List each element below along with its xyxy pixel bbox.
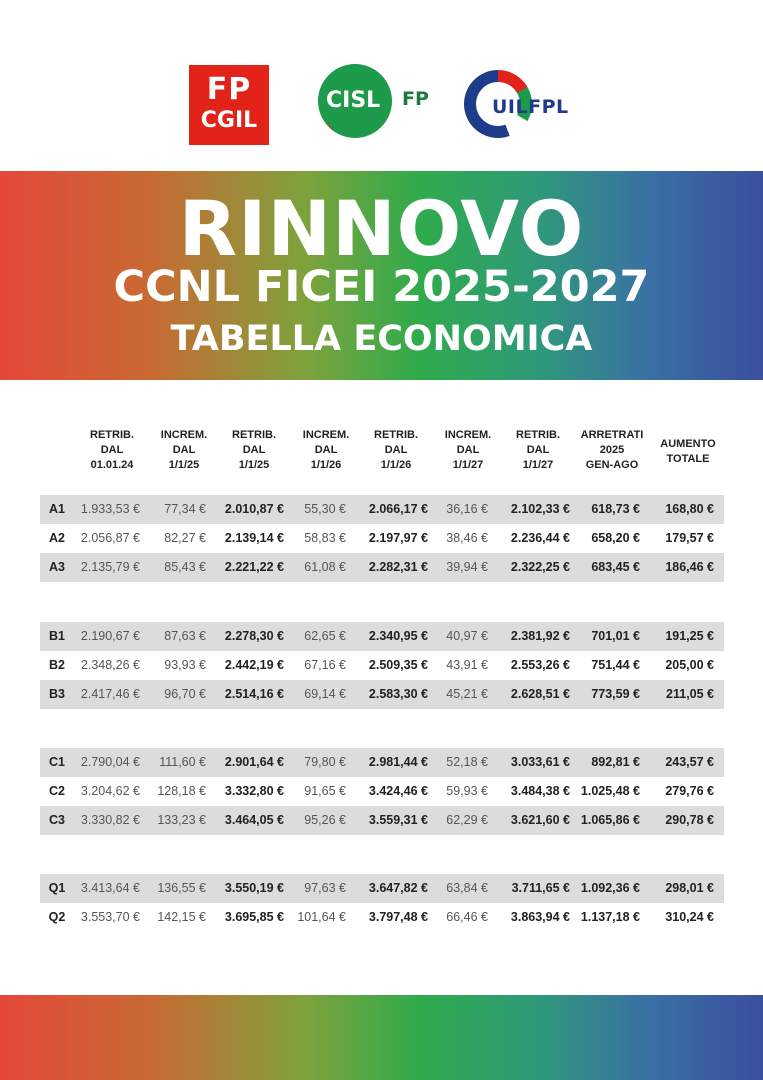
- column-header-line: DAL: [526, 444, 550, 456]
- fp-cgil-logo-line1: FP: [206, 72, 252, 107]
- column-header-line: INCREM.: [444, 429, 492, 441]
- value-cell: 96,70 €: [164, 687, 206, 701]
- banner-subtitle: CCNL FICEI 2025-2027: [113, 262, 650, 312]
- value-cell: 87,63 €: [164, 629, 206, 643]
- value-cell: 2.417,46 €: [80, 687, 140, 701]
- value-cell: 2.066,17 €: [368, 502, 428, 516]
- fp-cgil-logo-line2: CGIL: [200, 108, 258, 133]
- value-cell: 1.025,48 €: [580, 784, 640, 798]
- value-cell: 3.204,62 €: [80, 784, 140, 798]
- value-cell: 3.621,60 €: [510, 813, 570, 827]
- value-cell: 62,65 €: [304, 629, 346, 643]
- table-row: [40, 524, 724, 553]
- value-cell: 61,08 €: [304, 560, 346, 574]
- column-header-line: 1/1/25: [238, 459, 270, 471]
- column-header-line: RETRIB.: [90, 429, 134, 441]
- value-cell: 2.348,26 €: [80, 658, 140, 672]
- value-cell: 66,46 €: [446, 910, 488, 924]
- title-banner: [0, 171, 763, 380]
- value-cell: 63,84 €: [446, 881, 488, 895]
- column-header-line: DAL: [314, 444, 338, 456]
- value-cell: 36,16 €: [446, 502, 488, 516]
- value-cell: 3.559,31 €: [368, 813, 428, 827]
- table-row: [40, 874, 724, 903]
- banner-caption: TABELLA ECONOMICA: [170, 319, 593, 359]
- column-header-line: DAL: [100, 444, 124, 456]
- value-cell: 52,18 €: [446, 755, 488, 769]
- level-cell: C1: [49, 755, 65, 769]
- value-cell: 618,73 €: [591, 502, 640, 516]
- column-header-line: DAL: [456, 444, 480, 456]
- level-cell: Q1: [48, 881, 66, 895]
- value-cell: 3.647,82 €: [368, 881, 428, 895]
- value-cell: 243,57 €: [665, 755, 714, 769]
- value-cell: 95,26 €: [304, 813, 346, 827]
- value-cell: 2.322,25 €: [510, 560, 570, 574]
- value-cell: 2.139,14 €: [224, 531, 284, 545]
- value-cell: 67,16 €: [304, 658, 346, 672]
- column-header-line: 1/1/27: [452, 459, 484, 471]
- column-header-line: RETRIB.: [516, 429, 560, 441]
- value-cell: 142,15 €: [157, 910, 206, 924]
- column-header-line: 1/1/26: [380, 459, 412, 471]
- column-header-line: DAL: [172, 444, 196, 456]
- table-row: [40, 622, 724, 651]
- column-header: [576, 428, 648, 473]
- value-cell: 133,23 €: [157, 813, 206, 827]
- value-cell: 38,46 €: [446, 531, 488, 545]
- level-cell: Q2: [48, 910, 66, 924]
- value-cell: 2.628,51 €: [510, 687, 570, 701]
- value-cell: 168,80 €: [665, 502, 714, 516]
- column-header: [502, 428, 574, 473]
- value-cell: 2.514,16 €: [224, 687, 284, 701]
- value-cell: 3.413,64 €: [80, 881, 140, 895]
- value-cell: 3.695,85 €: [224, 910, 284, 924]
- column-header: [218, 428, 290, 473]
- column-header-line: GEN-AGO: [585, 459, 639, 471]
- value-cell: 1.092,36 €: [580, 881, 640, 895]
- value-cell: 93,93 €: [164, 658, 206, 672]
- value-cell: 62,29 €: [446, 813, 488, 827]
- value-cell: 2.981,44 €: [368, 755, 428, 769]
- value-cell: 82,27 €: [164, 531, 206, 545]
- column-header-line: INCREM.: [160, 429, 208, 441]
- column-header-line: ARRETRATI: [580, 429, 644, 441]
- value-cell: 2.340,95 €: [368, 629, 428, 643]
- cisl-fp-logo: [318, 64, 438, 148]
- level-cell: B1: [49, 629, 65, 643]
- column-header: [76, 428, 148, 473]
- value-cell: 310,24 €: [665, 910, 714, 924]
- value-cell: 658,20 €: [591, 531, 640, 545]
- fp-cgil-logo: [189, 65, 269, 145]
- value-cell: 2.056,87 €: [80, 531, 140, 545]
- uilfpl-logo-text: UILFPL: [492, 96, 569, 118]
- value-cell: 3.464,05 €: [224, 813, 284, 827]
- footer-band: [0, 995, 763, 1080]
- value-cell: 191,25 €: [665, 629, 714, 643]
- value-cell: 279,76 €: [665, 784, 714, 798]
- column-header: [360, 428, 432, 473]
- level-cell: B3: [49, 687, 65, 701]
- table-row: [40, 553, 724, 582]
- column-header-line: DAL: [384, 444, 408, 456]
- level-cell: B2: [49, 658, 65, 672]
- table-row: [40, 495, 724, 524]
- value-cell: 2.442,19 €: [224, 658, 284, 672]
- value-cell: 69,14 €: [304, 687, 346, 701]
- column-header: [652, 437, 724, 467]
- value-cell: 3.553,70 €: [80, 910, 140, 924]
- value-cell: 43,91 €: [446, 658, 488, 672]
- value-cell: 79,80 €: [304, 755, 346, 769]
- value-cell: 97,63 €: [304, 881, 346, 895]
- level-cell: A2: [49, 531, 65, 545]
- table-header: [40, 428, 724, 488]
- level-cell: A3: [49, 560, 65, 574]
- cisl-logo-text: CISL: [326, 88, 381, 113]
- value-cell: 2.381,92 €: [510, 629, 570, 643]
- value-cell: 892,81 €: [591, 755, 640, 769]
- value-cell: 2.102,33 €: [510, 502, 570, 516]
- value-cell: 186,46 €: [665, 560, 714, 574]
- value-cell: 1.065,86 €: [580, 813, 640, 827]
- table-row: [40, 777, 724, 806]
- level-cell: C2: [49, 784, 65, 798]
- value-cell: 91,65 €: [304, 784, 346, 798]
- value-cell: 205,00 €: [665, 658, 714, 672]
- value-cell: 77,34 €: [164, 502, 206, 516]
- column-header-line: RETRIB.: [374, 429, 418, 441]
- value-cell: 136,55 €: [157, 881, 206, 895]
- column-header-line: 01.01.24: [90, 459, 134, 471]
- value-cell: 2.901,64 €: [224, 755, 284, 769]
- value-cell: 39,94 €: [446, 560, 488, 574]
- value-cell: 3.033,61 €: [510, 755, 570, 769]
- value-cell: 58,83 €: [304, 531, 346, 545]
- uilfpl-logo: [462, 64, 582, 148]
- value-cell: 773,59 €: [591, 687, 640, 701]
- column-header-line: INCREM.: [302, 429, 350, 441]
- value-cell: 3.332,80 €: [224, 784, 284, 798]
- value-cell: 2.509,35 €: [368, 658, 428, 672]
- value-cell: 2.135,79 €: [80, 560, 140, 574]
- column-header-line: 2025: [599, 444, 625, 456]
- value-cell: 40,97 €: [446, 629, 488, 643]
- table-row: [40, 680, 724, 709]
- table-row: [40, 748, 724, 777]
- column-header-line: 1/1/26: [310, 459, 342, 471]
- value-cell: 2.282,31 €: [368, 560, 428, 574]
- banner-title: RINNOVO: [178, 184, 585, 273]
- value-cell: 211,05 €: [666, 687, 714, 701]
- value-cell: 3.424,46 €: [368, 784, 428, 798]
- column-header: [290, 428, 362, 473]
- column-header-line: DAL: [242, 444, 266, 456]
- value-cell: 751,44 €: [591, 658, 640, 672]
- table-row: [40, 651, 724, 680]
- value-cell: 3.484,38 €: [510, 784, 570, 798]
- table-row: [40, 903, 724, 932]
- value-cell: 101,64 €: [297, 910, 346, 924]
- column-header-line: TOTALE: [666, 453, 710, 465]
- value-cell: 2.236,44 €: [510, 531, 570, 545]
- value-cell: 3.550,19 €: [224, 881, 284, 895]
- level-cell: A1: [49, 502, 65, 516]
- value-cell: 2.190,67 €: [80, 629, 140, 643]
- value-cell: 1.137,18 €: [580, 910, 640, 924]
- salary-table: [40, 428, 724, 924]
- value-cell: 3.863,94 €: [510, 910, 570, 924]
- level-cell: C3: [49, 813, 65, 827]
- value-cell: 2.790,04 €: [80, 755, 140, 769]
- value-cell: 45,21 €: [446, 687, 488, 701]
- value-cell: 1.933,53 €: [80, 502, 140, 516]
- value-cell: 3.330,82 €: [80, 813, 140, 827]
- column-header-line: 1/1/25: [168, 459, 200, 471]
- value-cell: 2.221,22 €: [224, 560, 284, 574]
- value-cell: 683,45 €: [591, 560, 640, 574]
- column-header-line: RETRIB.: [232, 429, 276, 441]
- value-cell: 2.278,30 €: [224, 629, 284, 643]
- value-cell: 59,93 €: [446, 784, 488, 798]
- value-cell: 128,18 €: [157, 784, 206, 798]
- column-header: [432, 428, 504, 473]
- value-cell: 55,30 €: [304, 502, 346, 516]
- value-cell: 2.197,97 €: [368, 531, 428, 545]
- value-cell: 2.553,26 €: [510, 658, 570, 672]
- table-row: [40, 806, 724, 835]
- value-cell: 2.010,87 €: [224, 502, 284, 516]
- column-header-line: 1/1/27: [522, 459, 554, 471]
- cisl-fp-logo-text: FP: [402, 88, 429, 110]
- value-cell: 179,57 €: [665, 531, 714, 545]
- value-cell: 298,01 €: [665, 881, 714, 895]
- column-header: [148, 428, 220, 473]
- value-cell: 701,01 €: [591, 629, 640, 643]
- column-header-line: AUMENTO: [660, 438, 716, 450]
- value-cell: 2.583,30 €: [368, 687, 428, 701]
- value-cell: 290,78 €: [665, 813, 714, 827]
- logo-bar: [0, 60, 763, 150]
- value-cell: 111,60 €: [159, 755, 206, 769]
- value-cell: 85,43 €: [164, 560, 206, 574]
- value-cell: 3.711,65 €: [511, 881, 570, 895]
- value-cell: 3.797,48 €: [368, 910, 428, 924]
